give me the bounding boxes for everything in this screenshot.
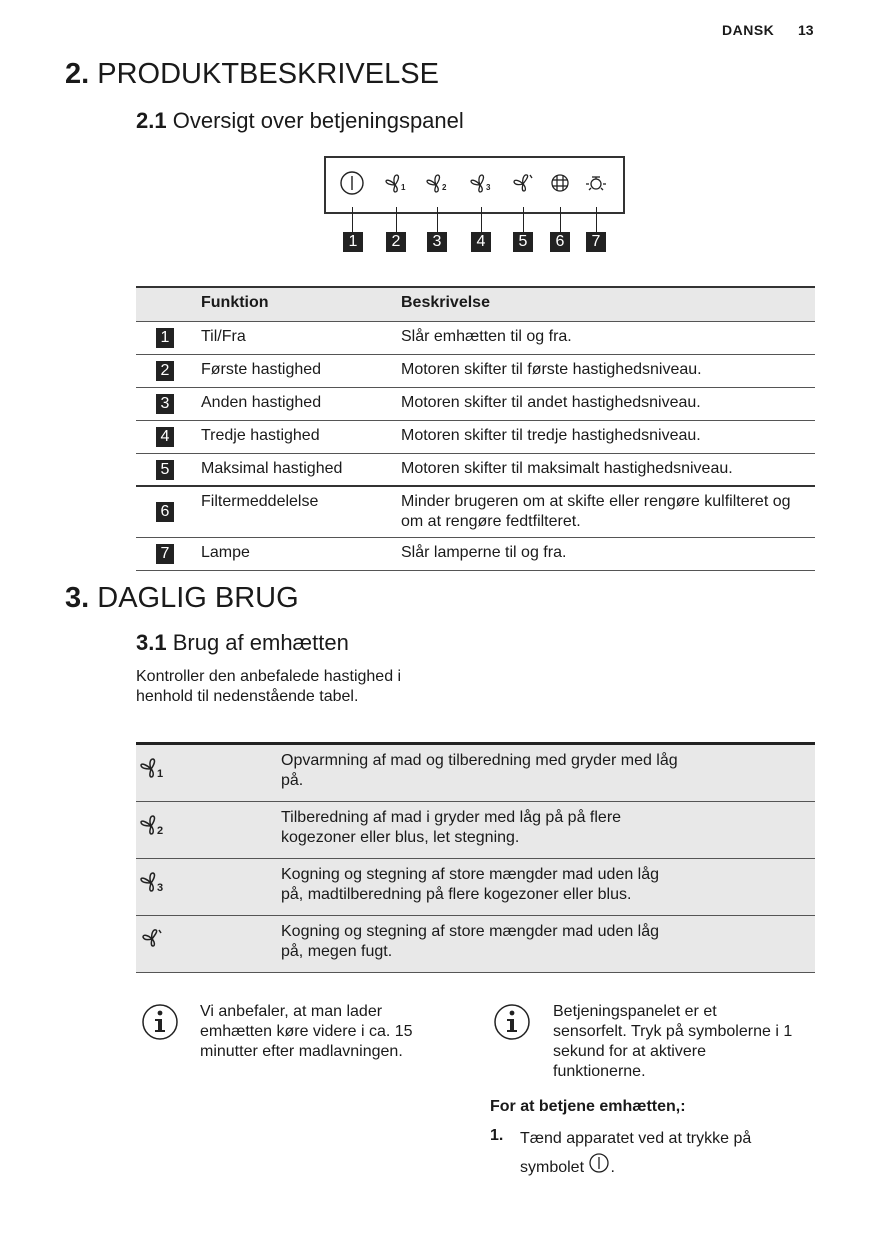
fan-max-icon <box>514 175 532 191</box>
function-cell: Første hastighed <box>201 360 322 378</box>
fan-speed-2-icon <box>427 175 447 192</box>
description-cell: Motoren skifter til andet hastighedsniveau. <box>401 393 701 411</box>
function-cell: Til/Fra <box>201 327 246 345</box>
section-3-heading <box>65 582 299 615</box>
step-number: 1. <box>490 1127 504 1144</box>
subsection-3-1-heading <box>136 630 349 656</box>
section-3-number: 3. <box>65 582 90 614</box>
function-cell: Anden hastighed <box>201 393 322 411</box>
table-row <box>136 420 815 453</box>
callout-number: 6 <box>550 232 570 252</box>
fan-speed-2-icon <box>140 812 170 838</box>
description-cell: Motoren skifter til maksimalt hastighedsniveau. <box>401 459 733 477</box>
subsection-2-1-number: 2.1 <box>136 108 167 133</box>
step-text <box>520 1126 790 1181</box>
callout-number: 3 <box>427 232 447 252</box>
svg-text:3: 3 <box>486 183 491 192</box>
step-text-after: . <box>610 1159 615 1176</box>
subsection-2-1-heading <box>136 108 464 134</box>
filter-grid-icon <box>552 175 568 191</box>
note-right: Betjeningspanelet er et sensorfelt. Tryk på symbolerne i 1 sekund for at aktivere funktionerne. <box>553 1003 793 1080</box>
description-cell: Minder brugeren om at skifte eller rengøre kulfilteret og om at rengøre fedtfilteret. <box>401 493 791 530</box>
table-row <box>136 916 815 973</box>
header-description: Beskrivelse <box>401 294 490 311</box>
subsection-3-1-title: Brug af emhætten <box>172 630 349 655</box>
power-icon <box>588 1152 610 1174</box>
callout-number: 2 <box>386 232 406 252</box>
svg-text:2: 2 <box>442 183 447 192</box>
intro-text: Kontroller den anbefalede hastighed i henhold til nedenstående tabel. <box>136 668 402 705</box>
row-number-badge: 7 <box>156 544 174 564</box>
table-row <box>136 537 815 570</box>
callout-number: 4 <box>471 232 491 252</box>
function-cell: Lampe <box>201 543 250 561</box>
callout-number: 1 <box>343 232 363 252</box>
fan-speed-3-icon <box>140 869 170 895</box>
svg-text:2: 2 <box>157 825 164 837</box>
fan-speed-1-icon <box>386 175 406 192</box>
table-row <box>136 859 815 916</box>
fan-speed-1-icon <box>140 755 170 781</box>
table-row <box>136 453 815 486</box>
row-number-badge: 6 <box>156 502 174 522</box>
function-table <box>136 286 815 571</box>
info-icon <box>492 1002 532 1042</box>
fan-speed-3-icon <box>471 175 491 192</box>
callout-number: 5 <box>513 232 533 252</box>
table-row <box>136 802 815 859</box>
callout-number: 7 <box>586 232 606 252</box>
row-number-badge: 2 <box>156 361 174 381</box>
table-row <box>136 354 815 387</box>
svg-text:3: 3 <box>157 882 164 894</box>
speed-table <box>136 742 815 973</box>
speed-description: Kogning og stegning af store mængder mad uden låg på, madtilberedning på flere kogezoner eller blus. <box>281 866 660 903</box>
table-row <box>136 321 815 354</box>
row-number-badge: 5 <box>156 460 174 480</box>
table-row <box>136 387 815 420</box>
control-panel-icons <box>324 156 625 214</box>
description-cell: Slår emhætten til og fra. <box>401 327 572 345</box>
operate-heading: For at betjene emhætten,: <box>490 1098 686 1115</box>
row-number-badge: 1 <box>156 328 174 348</box>
section-2-heading <box>65 58 439 91</box>
header-number <box>136 287 201 321</box>
function-cell: Tredje hastighed <box>201 426 320 444</box>
step-text-before: Tænd apparatet ved at trykke på symbolet <box>520 1130 752 1176</box>
page-number: 13 <box>798 22 814 38</box>
subsection-2-1-title: Oversigt over betjeningspanel <box>172 108 464 133</box>
table-row <box>136 744 815 802</box>
speed-description: Tilberedning af mad i gryder med låg på på flere kogezoner eller blus, let stegning. <box>281 809 622 846</box>
row-number-badge: 3 <box>156 394 174 414</box>
svg-text:1: 1 <box>401 183 406 192</box>
language-label: DANSK <box>722 22 775 38</box>
section-2-number: 2. <box>65 58 90 90</box>
lamp-icon <box>586 177 606 190</box>
subsection-3-1-number: 3.1 <box>136 630 167 655</box>
speed-description: Kogning og stegning af store mængder mad uden låg på, megen fugt. <box>281 923 660 960</box>
section-3-title: DAGLIG BRUG <box>97 582 299 614</box>
table-row <box>136 486 815 537</box>
speed-description: Opvarmning af mad og tilberedning med gryder med låg på. <box>281 752 678 789</box>
svg-text:1: 1 <box>157 768 164 780</box>
table-header-row <box>136 287 815 321</box>
function-cell: Maksimal hastighed <box>201 459 343 477</box>
header-function: Funktion <box>201 294 269 311</box>
description-cell: Motoren skifter til tredje hastighedsniveau. <box>401 426 701 444</box>
description-cell: Motoren skifter til første hastighedsniveau. <box>401 360 702 378</box>
section-2-title: PRODUKTBESKRIVELSE <box>97 58 439 90</box>
function-cell: Filtermeddelelse <box>201 493 319 510</box>
description-cell: Slår lamperne til og fra. <box>401 543 567 561</box>
power-icon <box>341 172 363 194</box>
info-icon <box>140 1002 180 1042</box>
row-number-badge: 4 <box>156 427 174 447</box>
note-left: Vi anbefaler, at man lader emhætten køre videre i ca. 15 minutter efter madlavningen. <box>200 1003 413 1060</box>
fan-max-icon <box>140 926 170 952</box>
